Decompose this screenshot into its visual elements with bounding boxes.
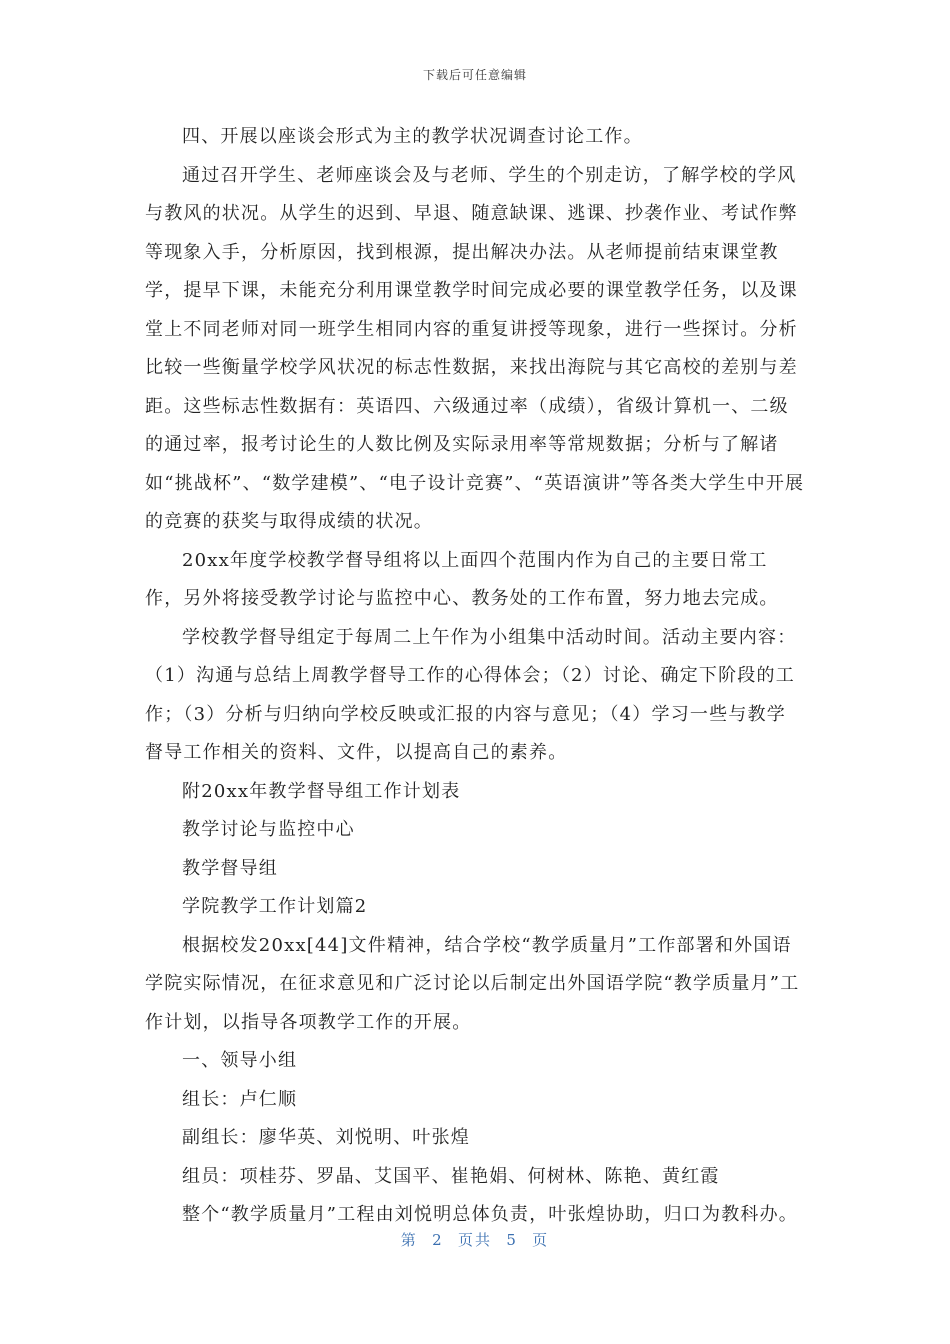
document-body — [145, 118, 805, 1235]
section-heading-4: 四、开展以座谈会形式为主的教学状况调查讨论工作。 — [182, 126, 643, 147]
signature-center: 教学讨论与监控中心 — [182, 819, 355, 840]
section-heading-1: 一、领导小组 — [182, 1050, 298, 1071]
deputy-leader-line: 副组长：廖华英、刘悦明、叶张煌 — [182, 1127, 470, 1148]
paragraph-survey: 通过召开学生、老师座谈会及与老师、学生的个别走访，了解学校的学风与教风的状况。从学生的迟到、早退、随意缺课、逃课、抄袭作业、考试作弊等现象入手，分析原因，找到根源，提出解决办法。从老师提前结束课堂教学，提早下课，未能充分利用课堂教学时间完成必要的课堂教学任务，以及课堂上不同老师对同一班学生相同内容的重复讲授等现象，进行一些探讨。分析比较一些衡量学校学风状况的标志性数据，来找出海院与其它高校的差别与差距。这些标志性数据有：英语四、六级通过率（成绩），省级计算机一、二级的通过率，报考讨论生的人数比例及实际录用率等常规数据；分析与了解诸如“挑战杯”、“数学建模”、“电子设计竞赛”、“英语演讲”等各类大学生中开展的竞赛的获奖与取得成绩的状况。 — [145, 164, 805, 532]
paragraph-activity-schedule: 学校教学督导组定于每周二上午作为小组集中活动时间。活动主要内容：（1）沟通与总结上周教学督导工作的心得体会；（2）讨论、确定下阶段的工作；（3）分析与归纳向学校反映或汇报的内容与意见；（4）学习一些与教学督导工作相关的资料、文件，以提高自己的素养。 — [145, 626, 797, 763]
page-total: 5 — [506, 1231, 518, 1249]
paragraph-annual-plan: 20xx年度学校教学督导组将以上面四个范围内作为自己的主要日常工作，另外将接受教学讨论与监控中心、教务处的工作布置，努力地去完成。 — [145, 549, 779, 609]
page-end-word: 页 — [532, 1231, 550, 1249]
page-total-word: 页共 — [457, 1231, 492, 1249]
page-word: 第 — [400, 1231, 418, 1249]
signature-group: 教学督导组 — [182, 857, 278, 879]
article-title: 学院教学工作计划篇2 — [182, 896, 368, 917]
appendix-line: 附20xx年教学督导组工作计划表 — [182, 780, 461, 802]
paragraph-intro: 根据校发20xx[44]文件精神，结合学校“教学质量月”工作部署和外国语学院实际情况，在征求意见和广泛讨论以后制定出外国语学院“教学质量月”工作计划，以指导各项教学工作的开展。 — [145, 934, 800, 1033]
leader-line: 组长：卢仁顺 — [182, 1088, 298, 1110]
page-footer — [0, 1229, 950, 1250]
responsibility-line: 整个“教学质量月”工程由刘悦明总体负责，叶张煌协助，归口为教科办。 — [182, 1204, 799, 1225]
page-current: 2 — [432, 1231, 444, 1249]
page-header: 下载后可任意编辑 — [422, 68, 527, 82]
members-line: 组员：项桂芬、罗晶、艾国平、崔艳娟、何树林、陈艳、黄红霞 — [182, 1165, 720, 1187]
